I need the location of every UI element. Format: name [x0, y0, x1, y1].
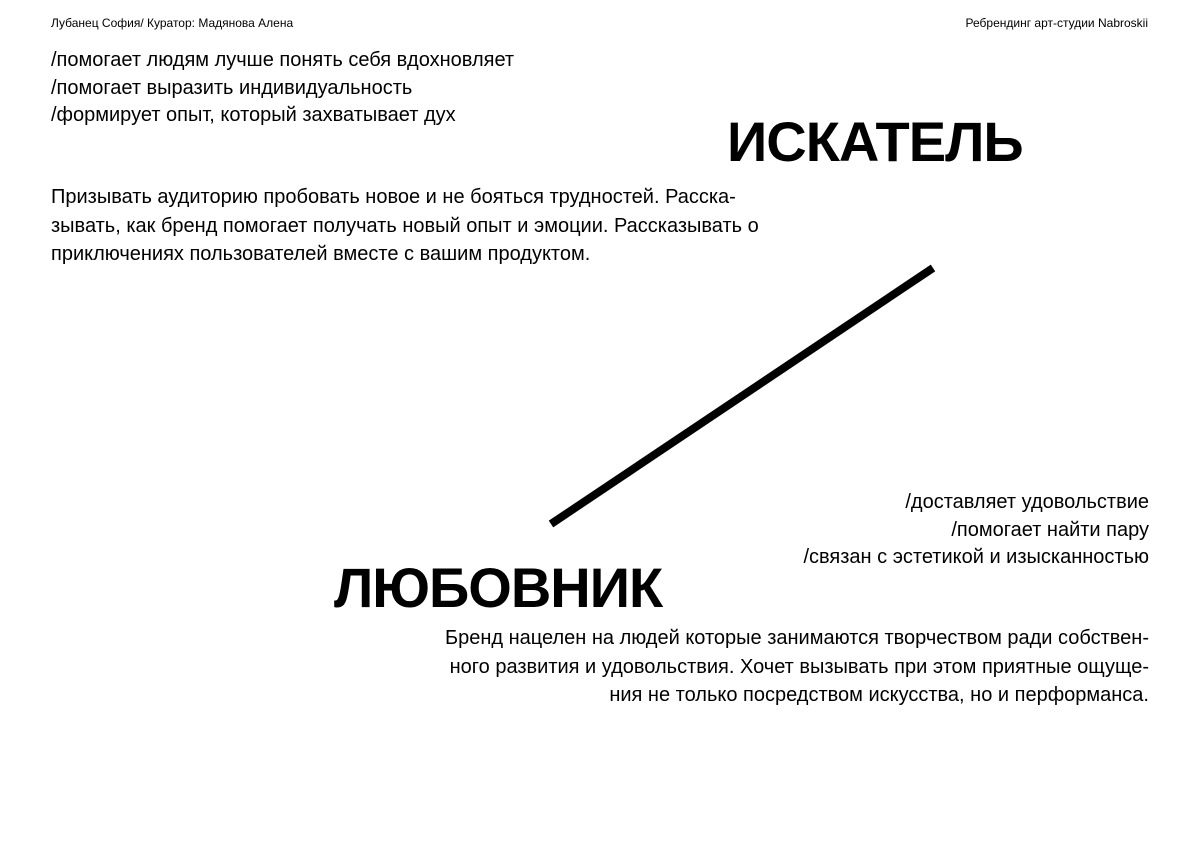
project-title: Ребрендинг арт-студии Nabroskii: [965, 16, 1148, 30]
seeker-trait: /помогает выразить индивидуальность: [51, 76, 413, 99]
seeker-description-line: Призывать аудиторию пробовать новое и не бояться трудностей. Расска-: [51, 186, 736, 208]
lover-description-line: Бренд нацелен на людей которые занимаются творчеством ради собствен-: [444, 627, 1149, 649]
seeker-trait: /помогает людям лучше понять себя вдохновляет: [51, 49, 515, 71]
seeker-trait: /формирует опыт, который захватывает дух: [51, 104, 456, 126]
seeker-description-line: зывать, как бренд помогает получать новый опыт и эмоции. Рассказывать о: [51, 214, 759, 237]
lover-description: [445, 624, 1149, 710]
author-credit: Лубанец София/ Куратор: Мадянова Алена: [51, 16, 294, 30]
seeker-heading: ИСКАТЕЛЬ: [727, 110, 1023, 173]
lover-heading: ЛЮБОВНИК: [334, 556, 663, 619]
lover-trait: /связан с эстетикой и изысканностью: [803, 546, 1149, 568]
seeker-description-line: приключениях пользователей вместе с вашим продуктом.: [51, 243, 591, 265]
lover-trait: /доставляет удовольствие: [905, 491, 1149, 513]
lover-description-line: ния не только посредством искусства, но и перформанса.: [609, 684, 1149, 706]
lover-trait: /помогает найти пару: [951, 518, 1149, 541]
lover-description-line: ного развития и удовольствия. Хочет вызывать при этом приятные ощуще-: [449, 655, 1149, 678]
lover-traits-list: [803, 489, 1149, 572]
